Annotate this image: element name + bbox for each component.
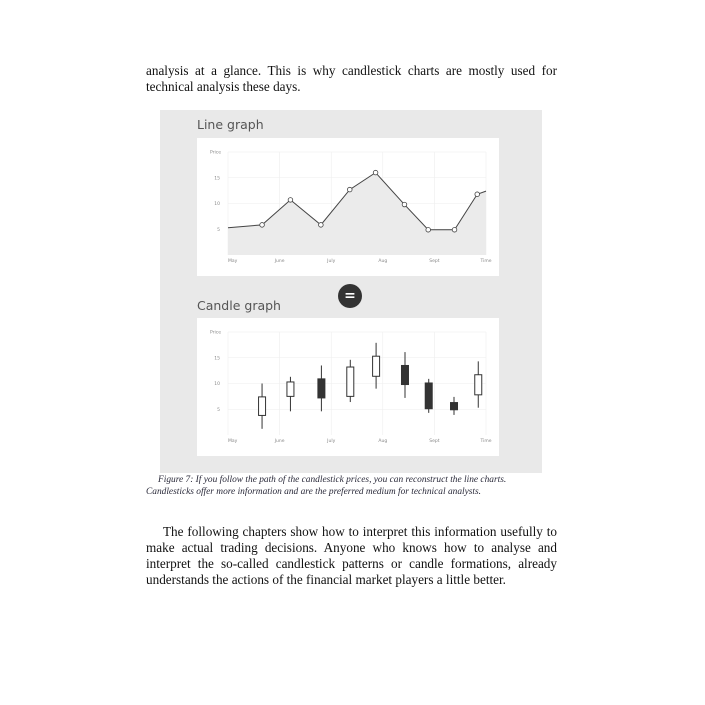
data-point [373,170,378,175]
x-tick-label: Sept [429,259,440,264]
line-graph-title: Line graph [197,117,264,132]
figure [160,110,542,473]
data-point [288,198,293,203]
x-tick-label: Time [480,439,492,444]
x-tick-label: June [274,439,285,444]
candle-body-down [401,365,408,384]
x-tick-label: July [327,259,336,264]
data-point [452,227,457,232]
figure-caption [146,474,557,498]
x-tick-label: Time [480,259,492,264]
x-tick-label: Aug [378,259,388,264]
candle-graph [197,318,499,456]
y-axis-label: Price [210,150,221,156]
candle-body-up [259,397,266,416]
equals-icon: = [338,284,362,308]
candle-body-down [451,403,458,410]
paragraph-top: analysis at a glance. This is why candlestick charts are mostly used for technical analysis these days. [146,63,557,94]
x-tick-label: July [327,439,336,444]
candle-graph-panel [197,318,499,456]
x-tick-label: May [228,259,238,264]
candle-body-up [287,382,294,396]
y-tick-label: 10 [214,202,220,207]
candle-graph-title: Candle graph [197,298,281,313]
y-tick-label: 10 [214,382,220,387]
caption-line-1: Figure 7: If you follow the path of the candlestick prices, you can reconstruct the line charts. [158,475,507,485]
candle-body-up [347,367,354,396]
data-point [260,223,265,228]
line-graph [197,138,499,276]
caption-line-2: Candlesticks offer more information and are the preferred medium for technical analysts. [146,487,482,497]
paragraph-bottom: The following chapters show how to interpret this information usefully to make actual trading decisions. Anyone who knows how to analyse and interpret the so-called candlestick patterns or candle formations, already understands the actions of the financial market players a little better. [146,524,557,587]
candle-body-up [373,356,380,376]
x-tick-label: May [228,439,238,444]
y-tick-label: 15 [214,356,220,362]
y-tick-label: 15 [214,176,220,182]
candle-body-down [318,379,325,398]
candle-body-up [475,375,482,395]
data-point [319,223,324,228]
y-tick-label: 5 [217,227,220,233]
y-tick-label: 5 [217,407,220,413]
data-point [347,187,352,192]
data-point [426,227,431,232]
line-graph-panel [197,138,499,276]
data-point [402,202,407,207]
x-tick-label: Aug [378,439,388,444]
data-point [475,192,480,197]
x-tick-label: Sept [429,439,440,444]
x-tick-label: June [274,259,285,264]
y-axis-label: Price [210,330,221,336]
candle-body-down [425,383,432,409]
